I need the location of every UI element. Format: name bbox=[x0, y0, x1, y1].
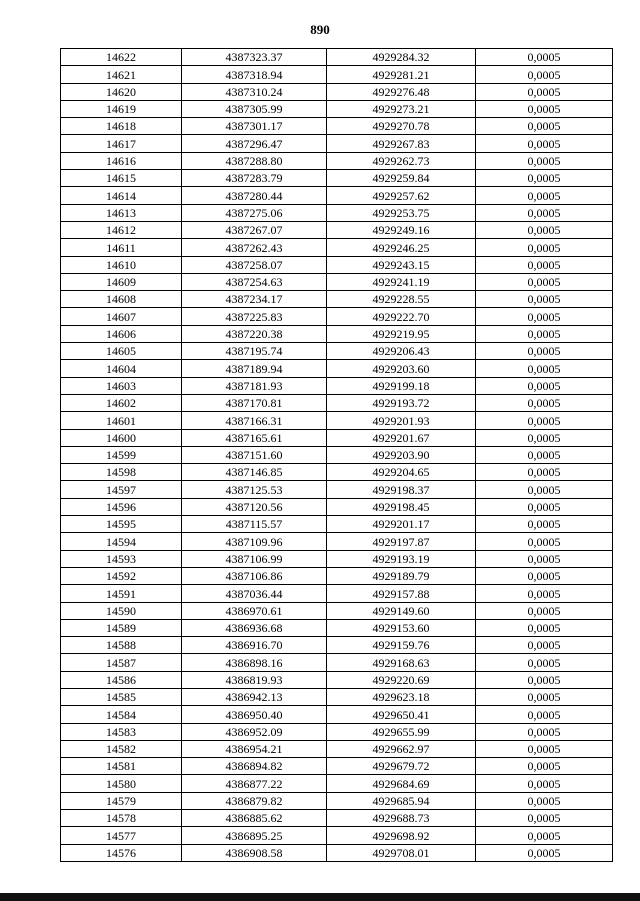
y-coordinate-cell: 4929246.25 bbox=[327, 239, 476, 256]
y-coordinate-cell: 4929257.62 bbox=[327, 187, 476, 204]
value-cell: 0,0005 bbox=[476, 446, 613, 463]
x-coordinate-cell: 4387146.85 bbox=[182, 464, 327, 481]
point-number-cell: 14616 bbox=[61, 152, 182, 169]
table-row bbox=[61, 291, 613, 308]
table-row bbox=[61, 775, 613, 792]
table-row bbox=[61, 446, 613, 463]
x-coordinate-cell: 4387262.43 bbox=[182, 239, 327, 256]
value-cell: 0,0005 bbox=[476, 152, 613, 169]
y-coordinate-cell: 4929203.90 bbox=[327, 446, 476, 463]
point-number-cell: 14592 bbox=[61, 567, 182, 584]
y-coordinate-cell: 4929149.60 bbox=[327, 602, 476, 619]
point-number-cell: 14577 bbox=[61, 827, 182, 844]
x-coordinate-cell: 4387301.17 bbox=[182, 118, 327, 135]
table-row bbox=[61, 827, 613, 844]
value-cell: 0,0005 bbox=[476, 325, 613, 342]
value-cell: 0,0005 bbox=[476, 343, 613, 360]
y-coordinate-cell: 4929679.72 bbox=[327, 758, 476, 775]
x-coordinate-cell: 4386970.61 bbox=[182, 602, 327, 619]
table-row bbox=[61, 688, 613, 705]
value-cell: 0,0005 bbox=[476, 585, 613, 602]
point-number-cell: 14595 bbox=[61, 516, 182, 533]
table-row bbox=[61, 706, 613, 723]
y-coordinate-cell: 4929708.01 bbox=[327, 844, 476, 861]
point-number-cell: 14619 bbox=[61, 100, 182, 117]
y-coordinate-cell: 4929201.67 bbox=[327, 429, 476, 446]
point-number-cell: 14578 bbox=[61, 810, 182, 827]
value-cell: 0,0005 bbox=[476, 758, 613, 775]
x-coordinate-cell: 4386908.58 bbox=[182, 844, 327, 861]
value-cell: 0,0005 bbox=[476, 394, 613, 411]
x-coordinate-cell: 4387181.93 bbox=[182, 377, 327, 394]
point-number-cell: 14609 bbox=[61, 273, 182, 290]
table-row bbox=[61, 498, 613, 515]
point-number-cell: 14583 bbox=[61, 723, 182, 740]
point-number-cell: 14601 bbox=[61, 412, 182, 429]
table-row bbox=[61, 377, 613, 394]
y-coordinate-cell: 4929197.87 bbox=[327, 533, 476, 550]
x-coordinate-cell: 4387170.81 bbox=[182, 394, 327, 411]
point-number-cell: 14591 bbox=[61, 585, 182, 602]
x-coordinate-cell: 4387036.44 bbox=[182, 585, 327, 602]
point-number-cell: 14600 bbox=[61, 429, 182, 446]
point-number-cell: 14615 bbox=[61, 170, 182, 187]
y-coordinate-cell: 4929623.18 bbox=[327, 688, 476, 705]
value-cell: 0,0005 bbox=[476, 481, 613, 498]
x-coordinate-cell: 4387106.99 bbox=[182, 550, 327, 567]
y-coordinate-cell: 4929253.75 bbox=[327, 204, 476, 221]
coordinates-table bbox=[60, 48, 613, 862]
y-coordinate-cell: 4929193.72 bbox=[327, 394, 476, 411]
value-cell: 0,0005 bbox=[476, 221, 613, 238]
y-coordinate-cell: 4929157.88 bbox=[327, 585, 476, 602]
value-cell: 0,0005 bbox=[476, 204, 613, 221]
value-cell: 0,0005 bbox=[476, 412, 613, 429]
point-number-cell: 14603 bbox=[61, 377, 182, 394]
value-cell: 0,0005 bbox=[476, 550, 613, 567]
value-cell: 0,0005 bbox=[476, 308, 613, 325]
table-row bbox=[61, 273, 613, 290]
value-cell: 0,0005 bbox=[476, 567, 613, 584]
table-row bbox=[61, 619, 613, 636]
value-cell: 0,0005 bbox=[476, 66, 613, 83]
table-row bbox=[61, 135, 613, 152]
table-row bbox=[61, 152, 613, 169]
table-row bbox=[61, 204, 613, 221]
value-cell: 0,0005 bbox=[476, 273, 613, 290]
y-coordinate-cell: 4929201.17 bbox=[327, 516, 476, 533]
x-coordinate-cell: 4386895.25 bbox=[182, 827, 327, 844]
scan-bottom-edge bbox=[0, 893, 640, 901]
y-coordinate-cell: 4929204.65 bbox=[327, 464, 476, 481]
x-coordinate-cell: 4387151.60 bbox=[182, 446, 327, 463]
point-number-cell: 14576 bbox=[61, 844, 182, 861]
y-coordinate-cell: 4929267.83 bbox=[327, 135, 476, 152]
point-number-cell: 14618 bbox=[61, 118, 182, 135]
x-coordinate-cell: 4387225.83 bbox=[182, 308, 327, 325]
x-coordinate-cell: 4387288.80 bbox=[182, 152, 327, 169]
table-row bbox=[61, 343, 613, 360]
y-coordinate-cell: 4929262.73 bbox=[327, 152, 476, 169]
x-coordinate-cell: 4387166.31 bbox=[182, 412, 327, 429]
table-row bbox=[61, 100, 613, 117]
coordinates-table-container bbox=[60, 48, 608, 862]
x-coordinate-cell: 4387106.86 bbox=[182, 567, 327, 584]
y-coordinate-cell: 4929193.19 bbox=[327, 550, 476, 567]
point-number-cell: 14590 bbox=[61, 602, 182, 619]
table-row bbox=[61, 394, 613, 411]
y-coordinate-cell: 4929189.79 bbox=[327, 567, 476, 584]
value-cell: 0,0005 bbox=[476, 464, 613, 481]
x-coordinate-cell: 4387125.53 bbox=[182, 481, 327, 498]
value-cell: 0,0005 bbox=[476, 256, 613, 273]
x-coordinate-cell: 4387296.47 bbox=[182, 135, 327, 152]
point-number-cell: 14613 bbox=[61, 204, 182, 221]
y-coordinate-cell: 4929153.60 bbox=[327, 619, 476, 636]
value-cell: 0,0005 bbox=[476, 533, 613, 550]
y-coordinate-cell: 4929662.97 bbox=[327, 740, 476, 757]
y-coordinate-cell: 4929655.99 bbox=[327, 723, 476, 740]
y-coordinate-cell: 4929220.69 bbox=[327, 671, 476, 688]
point-number-cell: 14611 bbox=[61, 239, 182, 256]
y-coordinate-cell: 4929228.55 bbox=[327, 291, 476, 308]
table-row bbox=[61, 221, 613, 238]
x-coordinate-cell: 4387220.38 bbox=[182, 325, 327, 342]
table-row bbox=[61, 256, 613, 273]
value-cell: 0,0005 bbox=[476, 810, 613, 827]
x-coordinate-cell: 4387165.61 bbox=[182, 429, 327, 446]
y-coordinate-cell: 4929688.73 bbox=[327, 810, 476, 827]
point-number-cell: 14621 bbox=[61, 66, 182, 83]
y-coordinate-cell: 4929203.60 bbox=[327, 360, 476, 377]
value-cell: 0,0005 bbox=[476, 706, 613, 723]
table-row bbox=[61, 464, 613, 481]
value-cell: 0,0005 bbox=[476, 429, 613, 446]
table-row bbox=[61, 792, 613, 809]
x-coordinate-cell: 4386954.21 bbox=[182, 740, 327, 757]
value-cell: 0,0005 bbox=[476, 516, 613, 533]
point-number-cell: 14596 bbox=[61, 498, 182, 515]
table-row bbox=[61, 516, 613, 533]
point-number-cell: 14612 bbox=[61, 221, 182, 238]
point-number-cell: 14593 bbox=[61, 550, 182, 567]
table-row bbox=[61, 550, 613, 567]
table-row bbox=[61, 844, 613, 861]
table-row bbox=[61, 654, 613, 671]
x-coordinate-cell: 4386898.16 bbox=[182, 654, 327, 671]
value-cell: 0,0005 bbox=[476, 360, 613, 377]
x-coordinate-cell: 4386952.09 bbox=[182, 723, 327, 740]
x-coordinate-cell: 4386942.13 bbox=[182, 688, 327, 705]
x-coordinate-cell: 4386936.68 bbox=[182, 619, 327, 636]
x-coordinate-cell: 4387120.56 bbox=[182, 498, 327, 515]
point-number-cell: 14606 bbox=[61, 325, 182, 342]
point-number-cell: 14607 bbox=[61, 308, 182, 325]
x-coordinate-cell: 4387109.96 bbox=[182, 533, 327, 550]
value-cell: 0,0005 bbox=[476, 239, 613, 256]
value-cell: 0,0005 bbox=[476, 49, 613, 66]
y-coordinate-cell: 4929273.21 bbox=[327, 100, 476, 117]
y-coordinate-cell: 4929206.43 bbox=[327, 343, 476, 360]
x-coordinate-cell: 4387254.63 bbox=[182, 273, 327, 290]
value-cell: 0,0005 bbox=[476, 83, 613, 100]
table-row bbox=[61, 239, 613, 256]
table-row bbox=[61, 810, 613, 827]
x-coordinate-cell: 4387318.94 bbox=[182, 66, 327, 83]
value-cell: 0,0005 bbox=[476, 827, 613, 844]
y-coordinate-cell: 4929276.48 bbox=[327, 83, 476, 100]
point-number-cell: 14598 bbox=[61, 464, 182, 481]
x-coordinate-cell: 4387267.07 bbox=[182, 221, 327, 238]
y-coordinate-cell: 4929650.41 bbox=[327, 706, 476, 723]
value-cell: 0,0005 bbox=[476, 498, 613, 515]
x-coordinate-cell: 4387115.57 bbox=[182, 516, 327, 533]
point-number-cell: 14588 bbox=[61, 637, 182, 654]
point-number-cell: 14584 bbox=[61, 706, 182, 723]
x-coordinate-cell: 4387283.79 bbox=[182, 170, 327, 187]
x-coordinate-cell: 4386877.22 bbox=[182, 775, 327, 792]
point-number-cell: 14580 bbox=[61, 775, 182, 792]
x-coordinate-cell: 4387189.94 bbox=[182, 360, 327, 377]
y-coordinate-cell: 4929219.95 bbox=[327, 325, 476, 342]
x-coordinate-cell: 4387280.44 bbox=[182, 187, 327, 204]
point-number-cell: 14581 bbox=[61, 758, 182, 775]
table-row bbox=[61, 567, 613, 584]
table-row bbox=[61, 758, 613, 775]
table-row bbox=[61, 308, 613, 325]
x-coordinate-cell: 4386879.82 bbox=[182, 792, 327, 809]
value-cell: 0,0005 bbox=[476, 170, 613, 187]
point-number-cell: 14579 bbox=[61, 792, 182, 809]
y-coordinate-cell: 4929222.70 bbox=[327, 308, 476, 325]
x-coordinate-cell: 4387323.37 bbox=[182, 49, 327, 66]
table-row bbox=[61, 602, 613, 619]
point-number-cell: 14586 bbox=[61, 671, 182, 688]
x-coordinate-cell: 4386819.93 bbox=[182, 671, 327, 688]
value-cell: 0,0005 bbox=[476, 740, 613, 757]
table-row bbox=[61, 325, 613, 342]
value-cell: 0,0005 bbox=[476, 619, 613, 636]
value-cell: 0,0005 bbox=[476, 377, 613, 394]
y-coordinate-cell: 4929243.15 bbox=[327, 256, 476, 273]
y-coordinate-cell: 4929259.84 bbox=[327, 170, 476, 187]
table-row bbox=[61, 170, 613, 187]
y-coordinate-cell: 4929198.37 bbox=[327, 481, 476, 498]
y-coordinate-cell: 4929159.76 bbox=[327, 637, 476, 654]
point-number-cell: 14614 bbox=[61, 187, 182, 204]
x-coordinate-cell: 4386950.40 bbox=[182, 706, 327, 723]
x-coordinate-cell: 4386894.82 bbox=[182, 758, 327, 775]
table-row bbox=[61, 412, 613, 429]
point-number-cell: 14602 bbox=[61, 394, 182, 411]
table-row bbox=[61, 585, 613, 602]
x-coordinate-cell: 4386916.70 bbox=[182, 637, 327, 654]
value-cell: 0,0005 bbox=[476, 654, 613, 671]
table-row bbox=[61, 671, 613, 688]
y-coordinate-cell: 4929241.19 bbox=[327, 273, 476, 290]
page-number: 890 bbox=[310, 22, 330, 37]
value-cell: 0,0005 bbox=[476, 291, 613, 308]
value-cell: 0,0005 bbox=[476, 775, 613, 792]
value-cell: 0,0005 bbox=[476, 688, 613, 705]
point-number-cell: 14587 bbox=[61, 654, 182, 671]
x-coordinate-cell: 4387258.07 bbox=[182, 256, 327, 273]
value-cell: 0,0005 bbox=[476, 187, 613, 204]
point-number-cell: 14594 bbox=[61, 533, 182, 550]
y-coordinate-cell: 4929168.63 bbox=[327, 654, 476, 671]
table-body bbox=[61, 49, 613, 862]
table-row bbox=[61, 533, 613, 550]
value-cell: 0,0005 bbox=[476, 100, 613, 117]
point-number-cell: 14617 bbox=[61, 135, 182, 152]
point-number-cell: 14605 bbox=[61, 343, 182, 360]
point-number-cell: 14582 bbox=[61, 740, 182, 757]
table-row bbox=[61, 481, 613, 498]
point-number-cell: 14610 bbox=[61, 256, 182, 273]
point-number-cell: 14620 bbox=[61, 83, 182, 100]
table-row bbox=[61, 187, 613, 204]
table-row bbox=[61, 740, 613, 757]
x-coordinate-cell: 4387195.74 bbox=[182, 343, 327, 360]
y-coordinate-cell: 4929281.21 bbox=[327, 66, 476, 83]
y-coordinate-cell: 4929201.93 bbox=[327, 412, 476, 429]
point-number-cell: 14589 bbox=[61, 619, 182, 636]
value-cell: 0,0005 bbox=[476, 118, 613, 135]
x-coordinate-cell: 4387275.06 bbox=[182, 204, 327, 221]
point-number-cell: 14585 bbox=[61, 688, 182, 705]
x-coordinate-cell: 4387305.99 bbox=[182, 100, 327, 117]
point-number-cell: 14622 bbox=[61, 49, 182, 66]
value-cell: 0,0005 bbox=[476, 792, 613, 809]
value-cell: 0,0005 bbox=[476, 135, 613, 152]
value-cell: 0,0005 bbox=[476, 602, 613, 619]
table-row bbox=[61, 83, 613, 100]
table-row bbox=[61, 118, 613, 135]
y-coordinate-cell: 4929198.45 bbox=[327, 498, 476, 515]
value-cell: 0,0005 bbox=[476, 844, 613, 861]
y-coordinate-cell: 4929199.18 bbox=[327, 377, 476, 394]
x-coordinate-cell: 4386885.62 bbox=[182, 810, 327, 827]
point-number-cell: 14604 bbox=[61, 360, 182, 377]
y-coordinate-cell: 4929684.69 bbox=[327, 775, 476, 792]
table-row bbox=[61, 637, 613, 654]
x-coordinate-cell: 4387234.17 bbox=[182, 291, 327, 308]
point-number-cell: 14597 bbox=[61, 481, 182, 498]
y-coordinate-cell: 4929270.78 bbox=[327, 118, 476, 135]
y-coordinate-cell: 4929685.94 bbox=[327, 792, 476, 809]
point-number-cell: 14608 bbox=[61, 291, 182, 308]
y-coordinate-cell: 4929698.92 bbox=[327, 827, 476, 844]
value-cell: 0,0005 bbox=[476, 723, 613, 740]
table-row bbox=[61, 360, 613, 377]
y-coordinate-cell: 4929249.16 bbox=[327, 221, 476, 238]
table-row bbox=[61, 49, 613, 66]
table-row bbox=[61, 429, 613, 446]
value-cell: 0,0005 bbox=[476, 671, 613, 688]
point-number-cell: 14599 bbox=[61, 446, 182, 463]
value-cell: 0,0005 bbox=[476, 637, 613, 654]
table-row bbox=[61, 723, 613, 740]
table-row bbox=[61, 66, 613, 83]
y-coordinate-cell: 4929284.32 bbox=[327, 49, 476, 66]
x-coordinate-cell: 4387310.24 bbox=[182, 83, 327, 100]
